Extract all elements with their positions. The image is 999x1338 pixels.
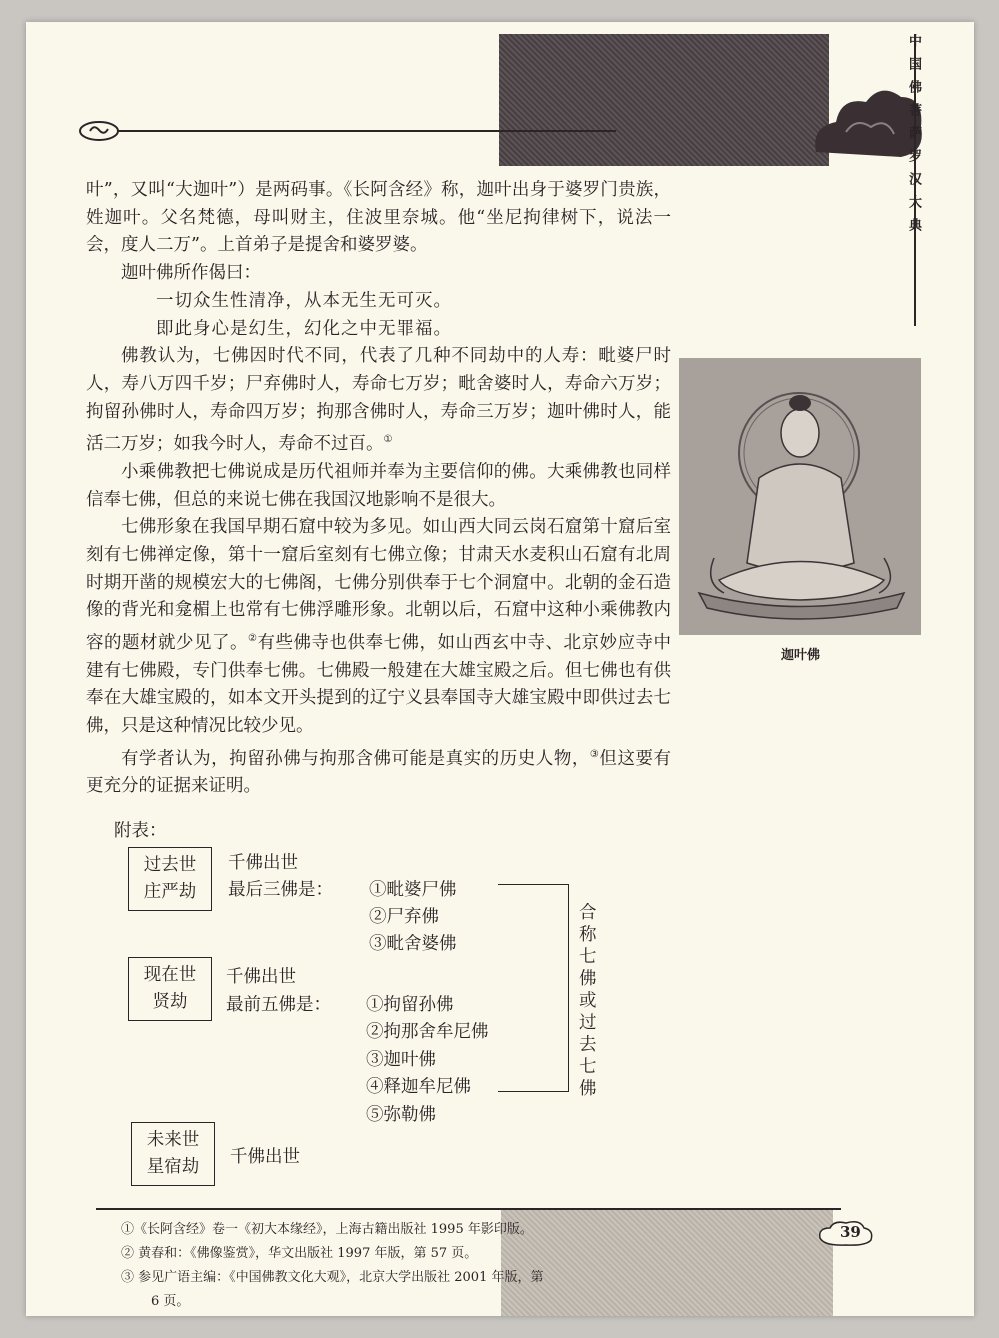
header-rule <box>86 130 616 132</box>
buddha-item: ③毗舍婆佛 <box>369 934 457 954</box>
footnote: 6 页。 <box>151 1294 190 1309</box>
book-title: 中国佛菩萨罗汉大典 <box>906 34 921 241</box>
paragraph: 七佛形象在我国早期石窟中较为多见。如山西大同云岗石窟第十窟后室刻有七佛禅定像，第十一窟后室刻有七佛立像；甘肃天水麦积山石窟有北周时期开凿的规模宏大的七佛阁，七佛分别供奉于七个洞窟中。北朝的金石造像的背光和龛楣上也常有七佛浮雕形象。北朝以后，石窟中这种小乘佛教内容的题材就少见了。②有些佛寺也供奉七佛，如山西玄中寺、北京妙应寺中建有七佛殿，专门供奉七佛。七佛殿一般建在大雄宝殿之后。但七佛也有供奉在大雄宝殿的，如本文开头提到的辽宁义县奉国寺大雄宝殿中即供过去七佛，只是这种情况比较少见。 <box>86 517 672 737</box>
paragraph: 有学者认为，拘留孙佛与拘那含佛可能是真实的历史人物，③但这要有更充分的证据来证明。 <box>86 748 672 797</box>
bracket-label: 合称七佛或过去七佛 <box>579 903 597 1099</box>
footnotes <box>121 1218 681 1314</box>
appendix-label: 附表： <box>114 821 167 841</box>
past-world-box <box>128 847 212 911</box>
box-line: 过去世 <box>143 855 197 875</box>
buddha-item: ②尸弃佛 <box>369 907 439 927</box>
verse-line: 一切众生性清净，从本无生无可灭。 <box>156 290 452 311</box>
paragraph: 佛教认为，七佛因时代不同，代表了几种不同劫中的人寿：毗婆尸时人，寿八万四千岁；尸弃佛时人，寿命七万岁；毗舍婆时人，寿命六万岁；拘留孙佛时人，寿命四万岁；拘那含佛时人，寿命三万岁；迦叶佛时人，能活二万岁；如我今时人，寿命不过百。① <box>86 346 671 455</box>
future-world-box <box>131 1122 215 1186</box>
body-text <box>86 177 671 801</box>
footnote: ③ 参见广语主编：《中国佛教文化大观》，北京大学出版社 2001 年版，第 <box>121 1270 544 1285</box>
footnote-rule <box>96 1208 841 1210</box>
footnote-ref[interactable]: ③ <box>589 748 600 760</box>
footnote-ref[interactable]: ② <box>248 633 258 645</box>
footnote-ref[interactable]: ① <box>383 434 393 446</box>
buddha-item: ④释迦牟尼佛 <box>366 1077 471 1097</box>
past-desc: 千佛出世 <box>228 853 298 873</box>
buddha-item: ⑤弥勒佛 <box>366 1105 436 1125</box>
page-number-badge <box>816 1218 876 1248</box>
buddha-item: ①毗婆尸佛 <box>369 880 457 900</box>
buddha-item: ①拘留孙佛 <box>366 995 454 1015</box>
scroll-cloud-icon <box>78 120 120 142</box>
buddha-item: ③迦叶佛 <box>366 1050 436 1070</box>
kasyapa-buddha-illustration <box>679 358 921 635</box>
footnote: ② 黄春和：《佛像鉴赏》，华文出版社 1997 年版，第 57 页。 <box>121 1246 478 1261</box>
buddha-figure-icon <box>679 358 921 635</box>
box-line: 未来世 <box>146 1130 200 1150</box>
present-desc: 千佛出世 <box>226 967 296 987</box>
verse-line: 即此身心是幻生，幻化之中无罪福。 <box>156 318 452 339</box>
paragraph: 叶”，又叫“大迦叶”）是两码事。《长阿含经》称，迦叶出身于婆罗门贵族，姓迦叶。父名梵德，母叫财主，住波里奈城。他“坐尼拘律树下，说法一会，度人二万”。上首弟子是提舍和婆罗婆。 <box>86 180 671 256</box>
paragraph: 迦叶佛所作偈曰： <box>121 263 261 284</box>
book-page <box>26 22 974 1316</box>
grouping-bracket <box>498 884 569 1092</box>
box-line: 现在世 <box>143 965 197 985</box>
box-line: 星宿劫 <box>146 1157 200 1177</box>
box-line: 庄严劫 <box>143 882 197 902</box>
page-number: 39 <box>840 1223 861 1241</box>
present-world-box <box>128 957 212 1021</box>
future-desc: 千佛出世 <box>230 1147 300 1167</box>
box-line: 贤劫 <box>152 992 188 1012</box>
present-desc: 最前五佛是： <box>226 995 331 1015</box>
header-decoration <box>499 34 829 166</box>
paragraph: 小乘佛教把七佛说成是历代祖师并奉为主要信仰的佛。大乘佛教也同样信奉七佛，但总的来说七佛在我国汉地影响不是很大。 <box>86 461 671 510</box>
footnote: ①《长阿含经》卷一《初大本缘经》，上海古籍出版社 1995 年影印版。 <box>121 1222 533 1237</box>
past-desc: 最后三佛是： <box>228 880 333 900</box>
buddha-item: ②拘那舍牟尼佛 <box>366 1022 489 1042</box>
figure-caption: 迦叶佛 <box>781 648 821 663</box>
